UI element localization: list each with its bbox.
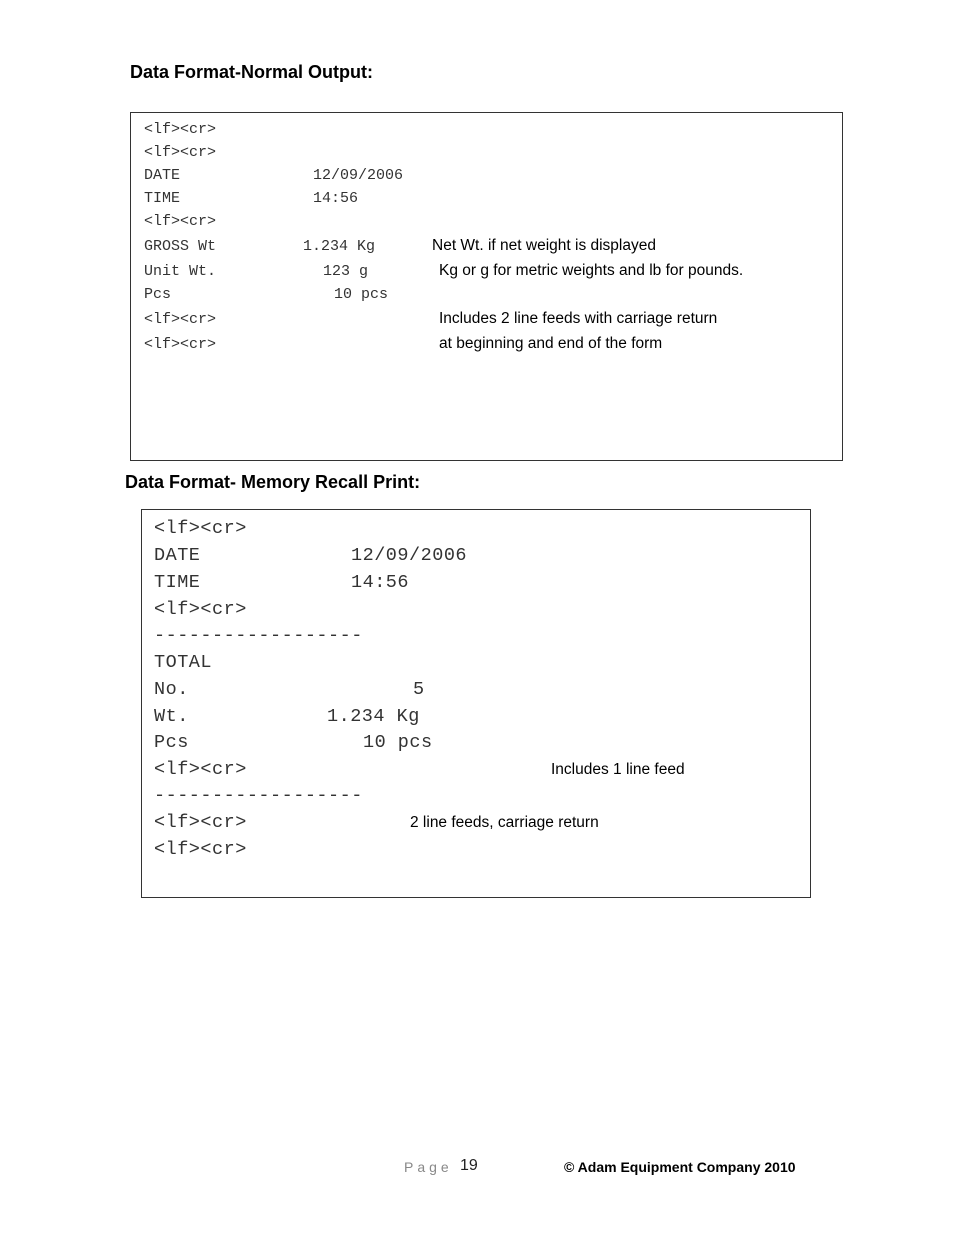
section-title-normal-output: Data Format-Normal Output: <box>130 62 373 82</box>
no-label: No. <box>154 679 189 700</box>
date-value: 12/09/2006 <box>351 545 468 566</box>
section-title-memory-recall: Data Format- Memory Recall Print: <box>125 472 421 492</box>
footer-page-label: Page <box>404 1159 453 1175</box>
lf-cr-line: <lf><cr> <box>144 121 217 138</box>
unit-wt-label: Unit Wt. <box>144 263 217 280</box>
time-value: 14:56 <box>351 572 410 593</box>
wt-value: 1.234 Kg <box>327 706 420 727</box>
lf-cr-line: <lf><cr> <box>154 759 247 780</box>
lf-cr-line: <lf><cr> <box>154 599 247 620</box>
lf-cr-line: <lf><cr> <box>154 839 247 860</box>
note-line-feeds: Includes 2 line feeds with carriage return <box>439 310 718 327</box>
time-label: TIME <box>154 572 201 593</box>
lf-cr-line: <lf><cr> <box>144 311 217 328</box>
note-one-line-feed: Includes 1 line feed <box>551 761 685 778</box>
date-label: DATE <box>144 167 181 184</box>
gross-wt-value: 1.234 Kg <box>303 238 376 255</box>
separator-line: ------------------ <box>154 785 363 806</box>
pcs-label: Pcs <box>144 286 172 303</box>
memory-recall-box <box>141 509 811 898</box>
separator-line: ------------------ <box>154 625 363 646</box>
lf-cr-line: <lf><cr> <box>154 518 247 539</box>
no-value: 5 <box>413 679 425 700</box>
unit-wt-value: 123 g <box>323 263 369 280</box>
wt-label: Wt. <box>154 706 189 727</box>
date-label: DATE <box>154 545 201 566</box>
footer-copyright: © Adam Equipment Company 2010 <box>564 1159 796 1175</box>
note-net-weight: Net Wt. if net weight is displayed <box>432 237 656 254</box>
normal-output-box <box>130 112 843 461</box>
date-value: 12/09/2006 <box>313 167 404 184</box>
pcs-value: 10 pcs <box>334 286 389 303</box>
total-label: TOTAL <box>154 652 213 673</box>
footer-page-number: 19 <box>460 1157 478 1174</box>
note-two-line-feeds: 2 line feeds, carriage return <box>410 814 599 831</box>
time-value: 14:56 <box>313 190 359 207</box>
lf-cr-line: <lf><cr> <box>154 812 247 833</box>
pcs-label: Pcs <box>154 732 189 753</box>
lf-cr-line: <lf><cr> <box>144 336 217 353</box>
note-units: Kg or g for metric weights and lb for pounds. <box>439 262 744 279</box>
time-label: TIME <box>144 190 181 207</box>
pcs-value: 10 pcs <box>363 732 433 753</box>
lf-cr-line: <lf><cr> <box>144 213 217 230</box>
lf-cr-line: <lf><cr> <box>144 144 217 161</box>
note-line-feeds-cont: at beginning and end of the form <box>439 335 663 352</box>
gross-wt-label: GROSS Wt <box>144 238 217 255</box>
